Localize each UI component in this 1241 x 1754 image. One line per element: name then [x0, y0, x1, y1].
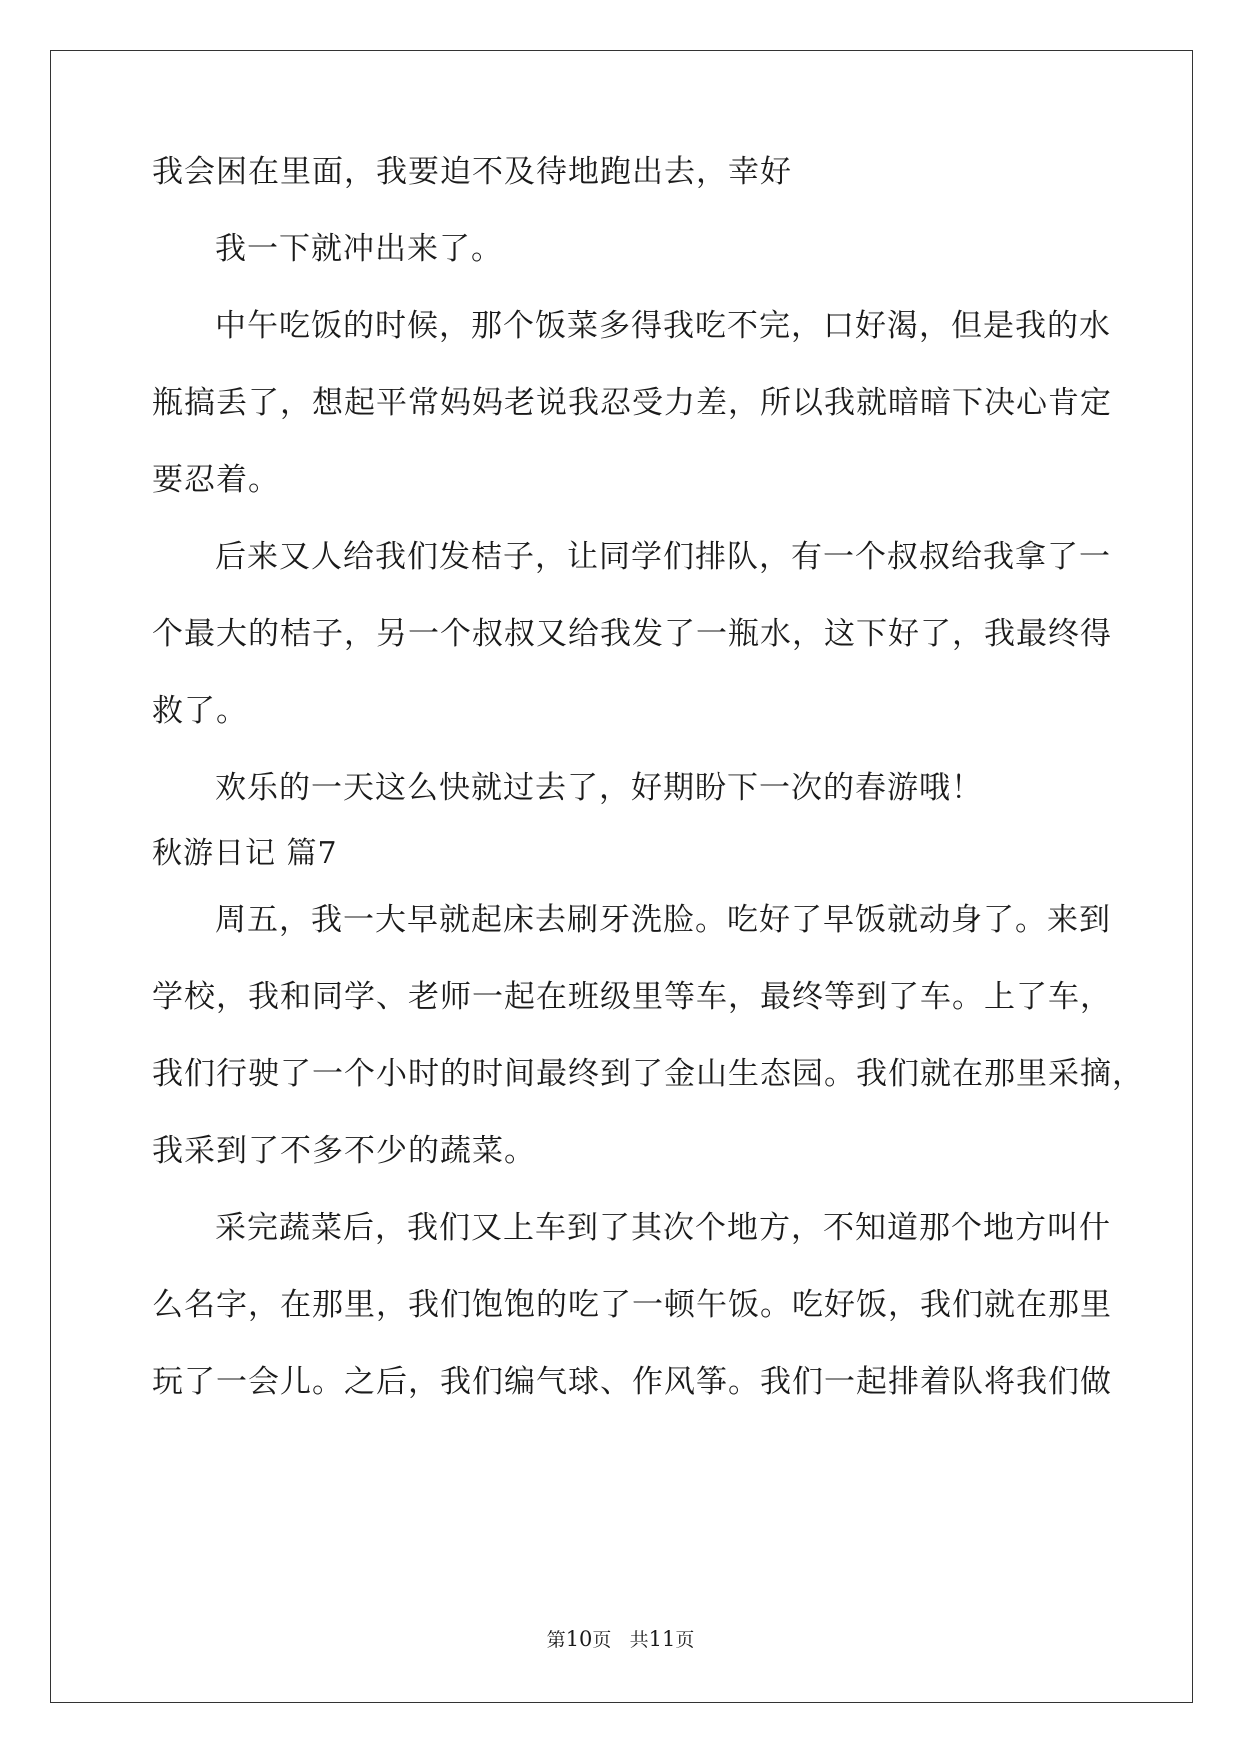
total-prefix: 共 [629, 1629, 649, 1651]
section-heading: 秋游日记 篇7 [152, 836, 338, 871]
total-suffix: 页 [675, 1629, 695, 1651]
paragraph-line: 采完蔬菜后，我们又上车到了其次个地方，不知道那个地方叫什 [215, 1210, 1111, 1246]
paragraph-line: 中午吃饭的时候，那个饭菜多得我吃不完，口好渴，但是我的水 [215, 308, 1111, 344]
page-footer [0, 1626, 1241, 1653]
paragraph-line: 我们行驶了一个小时的时间最终到了金山生态园。我们就在那里采摘， [152, 1056, 1144, 1092]
paragraph-line: 我会困在里面，我要迫不及待地跑出去，幸好 [152, 154, 792, 190]
paragraph-line: 玩了一会儿。之后，我们编气球、作风筝。我们一起排着队将我们做 [152, 1364, 1112, 1400]
page-suffix: 页 [592, 1629, 612, 1651]
page-total-number: 11 [648, 1627, 676, 1651]
paragraph-line: 我采到了不多不少的蔬菜。 [152, 1133, 536, 1169]
paragraph-line: 学校，我和同学、老师一起在班级里等车，最终等到了车。上了车， [152, 979, 1112, 1015]
paragraph-line: 救了。 [152, 693, 248, 729]
paragraph-line: 周五，我一大早就起床去刷牙洗脸。吃好了早饭就动身了。来到 [215, 902, 1111, 938]
paragraph-line: 个最大的桔子，另一个叔叔又给我发了一瓶水，这下好了，我最终得 [152, 616, 1112, 652]
paragraph-line: 要忍着。 [152, 462, 280, 498]
paragraph-line: 欢乐的一天这么快就过去了，好期盼下一次的春游哦！ [215, 770, 983, 806]
page-border [50, 50, 1193, 1703]
paragraph-line: 么名字，在那里，我们饱饱的吃了一顿午饭。吃好饭，我们就在那里 [152, 1287, 1112, 1323]
page-current-number: 10 [565, 1627, 593, 1651]
paragraph-line: 我一下就冲出来了。 [215, 231, 503, 267]
page-prefix: 第 [546, 1629, 566, 1651]
paragraph-line: 瓶搞丢了，想起平常妈妈老说我忍受力差，所以我就暗暗下决心肯定 [152, 385, 1112, 421]
paragraph-line: 后来又人给我们发桔子，让同学们排队，有一个叔叔给我拿了一 [215, 539, 1111, 575]
